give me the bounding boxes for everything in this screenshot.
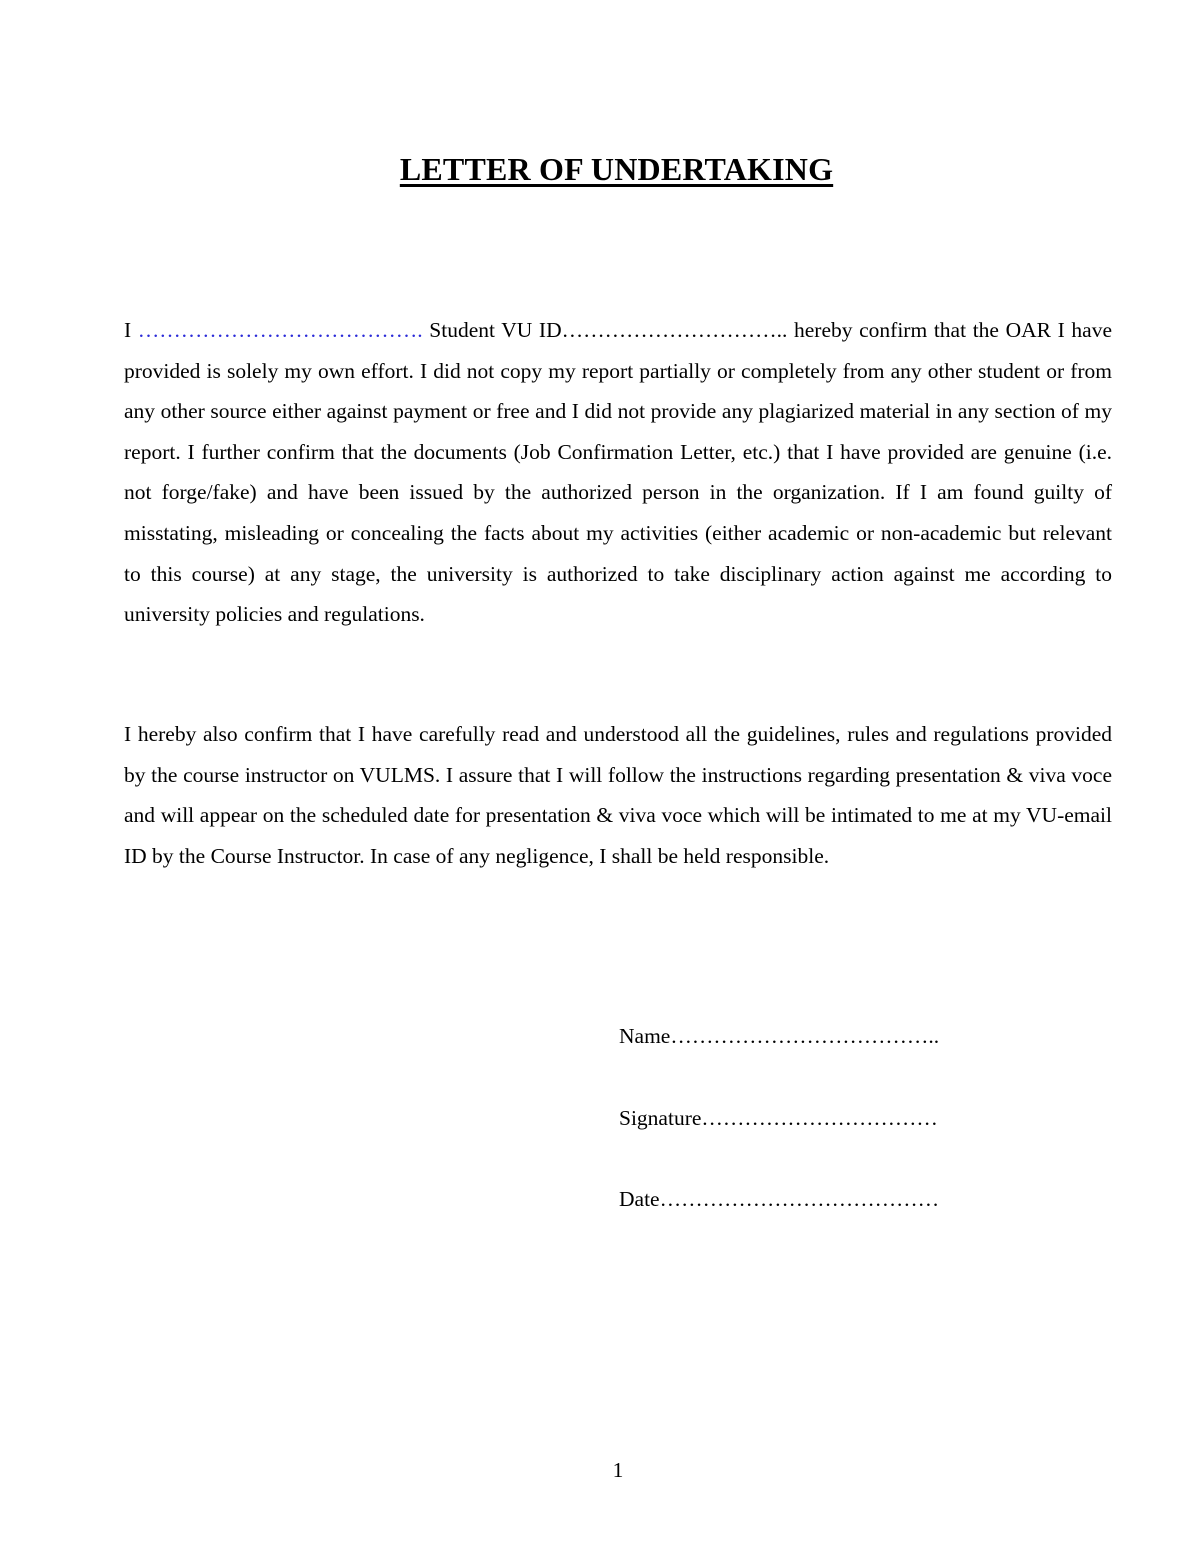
document-title: LETTER OF UNDERTAKING xyxy=(399,151,834,187)
date-field-line: Date………………………………… xyxy=(619,1187,940,1211)
undertaking-paragraph-1 xyxy=(124,310,1112,635)
student-name-blank: …………………………………. xyxy=(137,318,423,342)
page-number: 1 xyxy=(612,1458,624,1482)
name-field-line: Name……………………………….. xyxy=(619,1024,940,1048)
signature-field-line: Signature…………………………… xyxy=(619,1106,938,1130)
undertaking-paragraph-2: I hereby also confirm that I have carefully read and understood all the guidelines, rules and regulations provided by the course instructor on VULMS. I assure that I will follow the instructions regarding presentation & viva voce and will appear on the scheduled date for presentation & viva voce which will be intimated to me at my VU-email ID by the Course Instructor. In case of any negligence, I shall be held responsible. xyxy=(124,722,1112,868)
paragraph-1-start: I xyxy=(124,318,138,342)
paragraph-1-body: Student VU ID………………………….. hereby confirm that the OAR I have provided is solely my own effort. I did not copy my report partially or completely from any other student or from any other source either against payment or free and I did not provide any plagiarized material in any section of my report. I further confirm that the documents (Job Confirmation Letter, etc.) that I have provided are genuine (i.e. not forge/fake) and have been issued by the authorized person in the organization. If I am found guilty of misstating, misleading or concealing the facts about my activities (either academic or non-academic but relevant to this course) at any stage, the university is authorized to take disciplinary action against me according to university policies and regulations. xyxy=(124,318,1112,627)
